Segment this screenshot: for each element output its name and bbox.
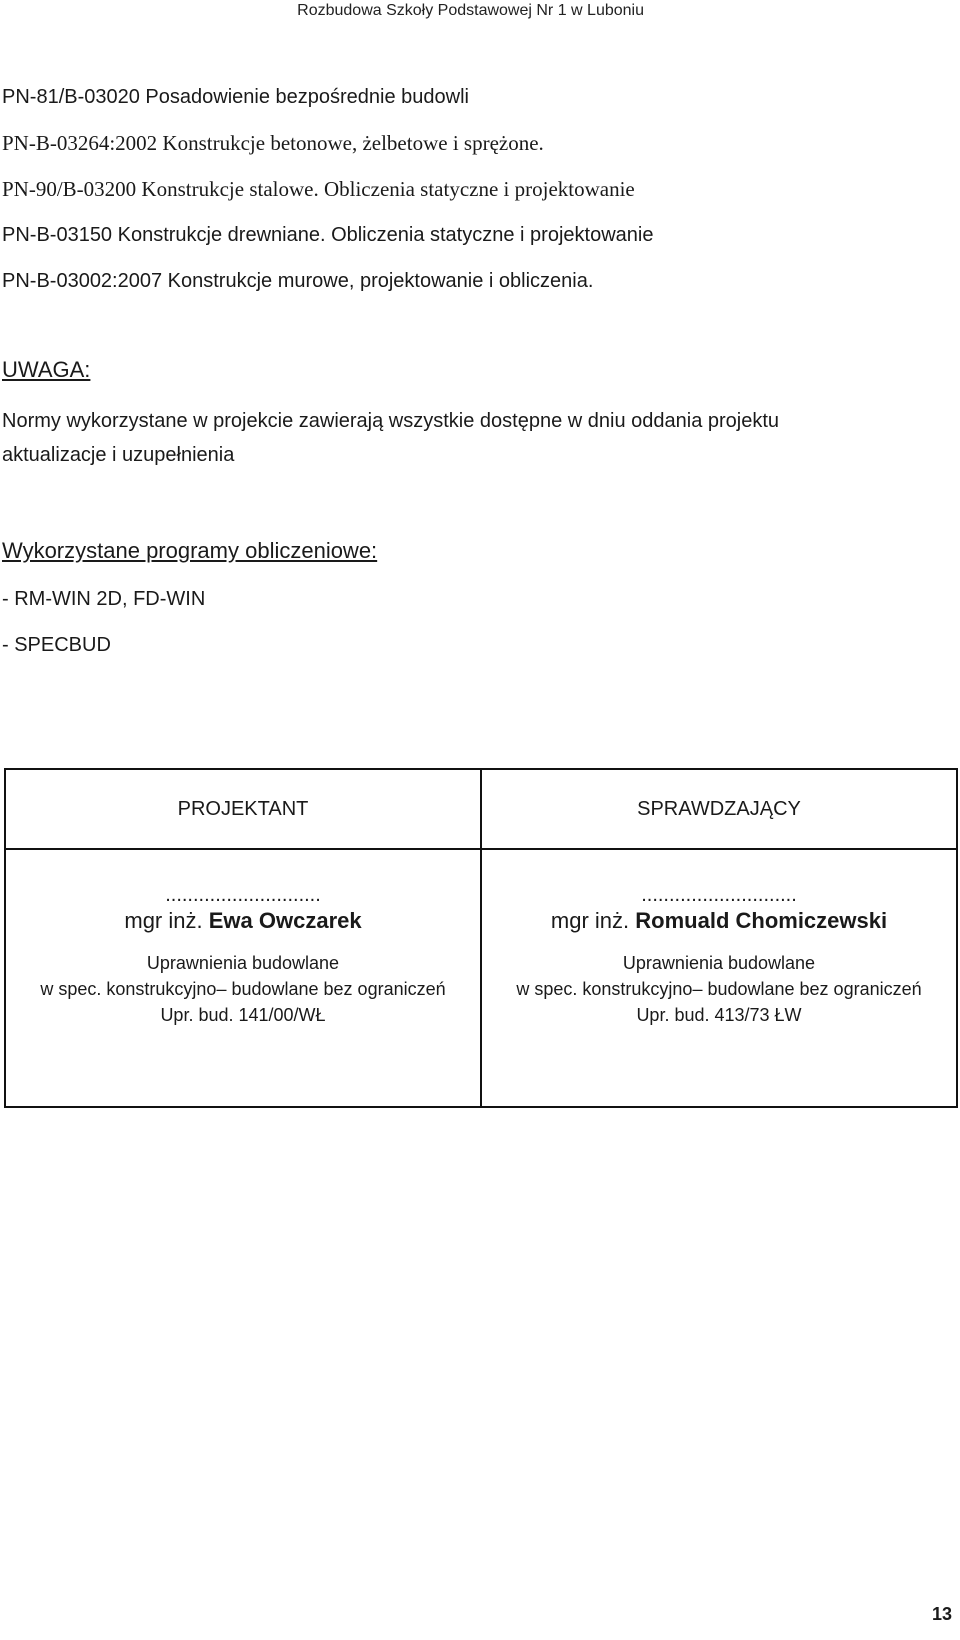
standard-item: PN-B-03264:2002 Konstrukcje betonowe, żelbetowe i sprężone. — [2, 131, 544, 155]
designer-role: PROJEKTANT — [5, 769, 481, 849]
page-header: Rozbudowa Szkoły Podstawowej Nr 1 w Luboniu — [297, 2, 644, 19]
signature-table — [4, 768, 958, 1108]
designer-license — [6, 950, 480, 1028]
note-line-1: Normy wykorzystane w projekcie zawierają wszystkie dostępne w dniu oddania projektu — [2, 410, 780, 432]
designer-license-line-1: Uprawnienia budowlane — [146, 953, 340, 973]
checker-license-line-2: w spec. konstrukcyjno– budowlane bez ograniczeń — [516, 979, 922, 999]
note-line-2: aktualizacje i uzupełnienia — [2, 444, 235, 466]
program-item: - SPECBUD — [2, 634, 111, 656]
programs-heading: Wykorzystane programy obliczeniowe: — [2, 538, 378, 563]
designer-name-line — [6, 906, 480, 936]
program-item: - RM-WIN 2D, FD-WIN — [2, 588, 206, 610]
checker-license-line-1: Uprawnienia budowlane — [622, 953, 816, 973]
standard-item: PN-81/B-03020 Posadowienie bezpośrednie budowli — [2, 86, 469, 108]
designer-title: mgr inż. — [124, 908, 203, 933]
checker-license-line-3: Upr. bud. 413/73 ŁW — [636, 1005, 802, 1025]
signature-dots: ............................ — [641, 884, 797, 906]
standard-item: PN-B-03002:2007 Konstrukcje murowe, projektowanie i obliczenia. — [2, 270, 594, 292]
checker-name: Romuald Chomiczewski — [635, 908, 888, 933]
designer-name: Ewa Owczarek — [208, 908, 362, 933]
standard-item: PN-B-03150 Konstrukcje drewniane. Obliczenia statyczne i projektowanie — [2, 224, 654, 246]
checker-name-line — [482, 906, 956, 936]
signature-dots: ............................ — [165, 884, 321, 906]
standards-list — [2, 74, 653, 304]
checker-license — [482, 950, 956, 1028]
checker-role: SPRAWDZAJĄCY — [481, 769, 957, 849]
designer-license-line-2: w spec. konstrukcyjno– budowlane bez ograniczeń — [40, 979, 446, 999]
note-heading: UWAGA: — [2, 357, 91, 382]
designer-license-line-3: Upr. bud. 141/00/WŁ — [160, 1005, 326, 1025]
checker-signature-cell — [481, 849, 957, 1107]
checker-title: mgr inż. — [550, 908, 630, 933]
designer-signature-cell — [5, 849, 481, 1107]
page-number: 13 — [931, 1604, 952, 1624]
standard-item: PN-90/B-03200 Konstrukcje stalowe. Obliczenia statyczne i projektowanie — [2, 177, 635, 201]
